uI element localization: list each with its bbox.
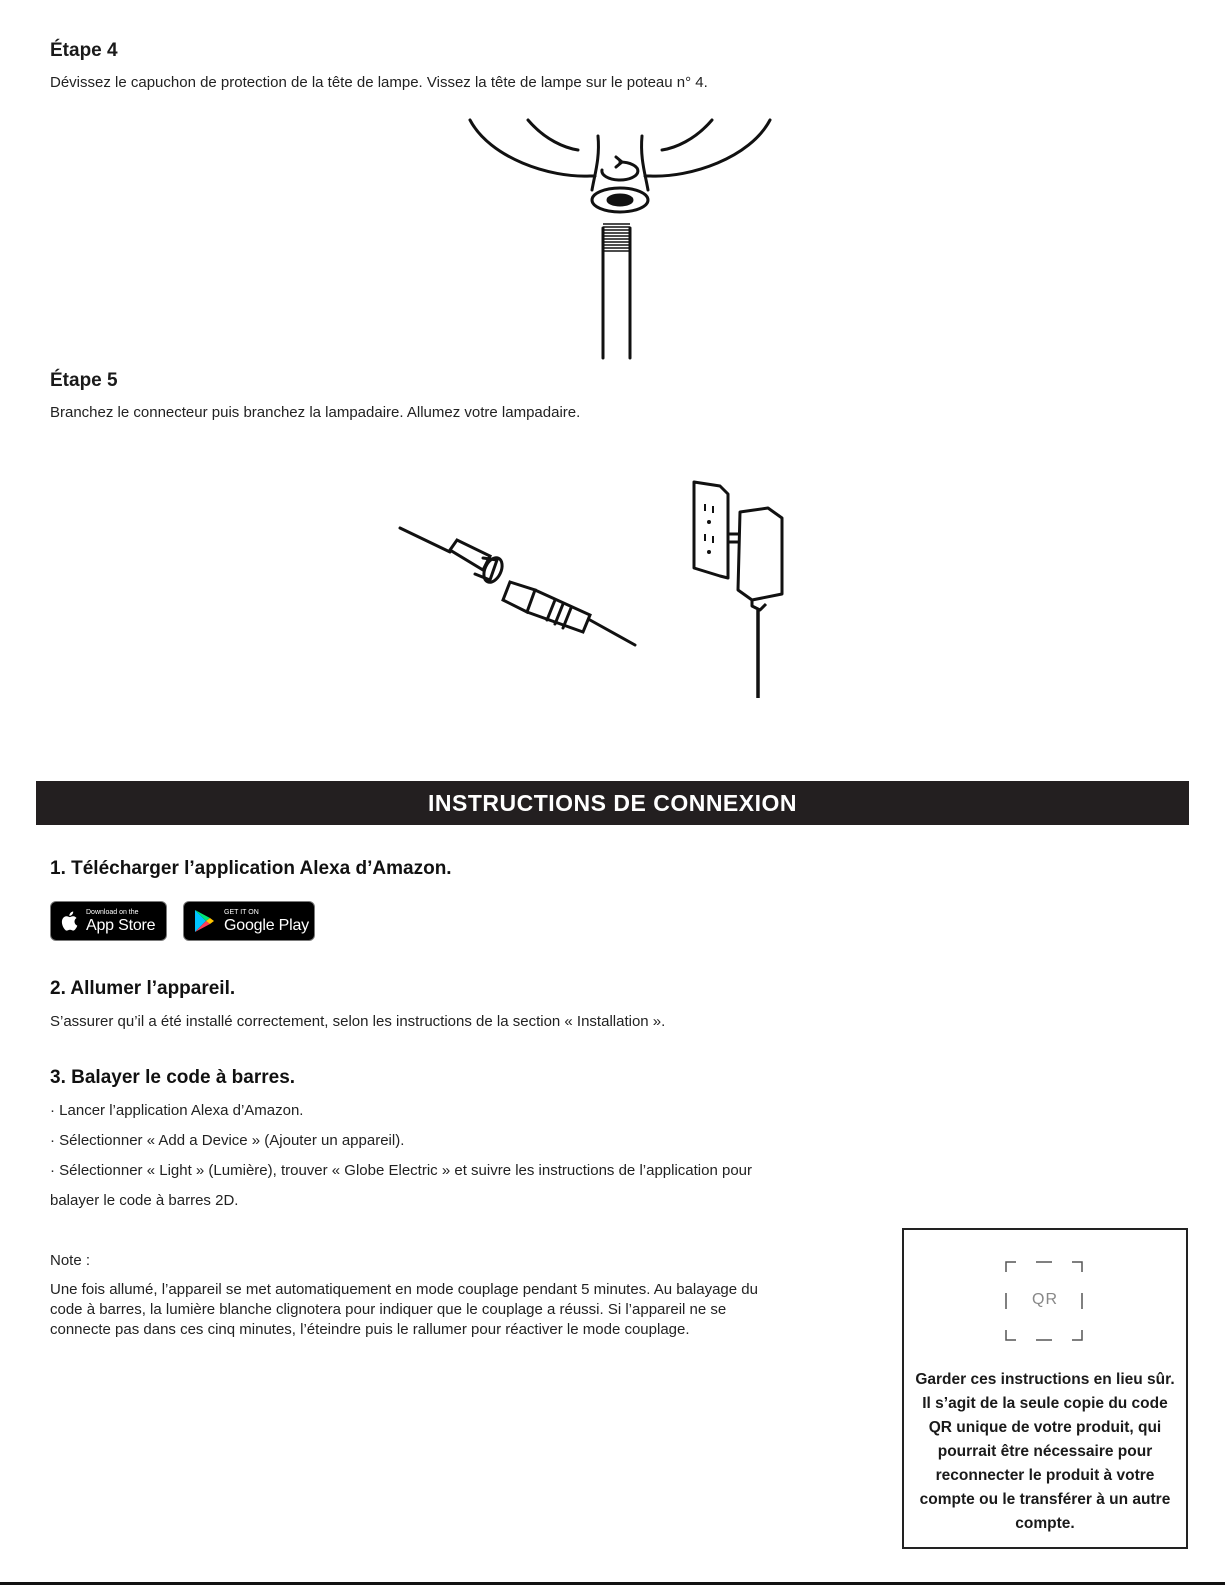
note-line-2: code à barres, la lumière blanche clignotera pour indiquer que le couplage a réussi. Si l’appareil ne se bbox=[50, 1301, 727, 1318]
section3-bullet-1: · Lancer l’application Alexa d’Amazon. bbox=[50, 1102, 304, 1119]
section3-title: 3. Balayer le code à barres. bbox=[50, 1067, 296, 1088]
section2-title: 2. Allumer l’appareil. bbox=[50, 978, 236, 999]
wall-outlet-adapter-illustration bbox=[690, 478, 795, 703]
note-line-3: connecte pas dans ces cinq minutes, l’éteindre puis le rallumer pour réactiver le mode couplage. bbox=[50, 1321, 690, 1338]
step4-title: Étape 4 bbox=[50, 40, 118, 61]
step5-text: Branchez le connecteur puis branchez la lampadaire. Allumez votre lampadaire. bbox=[50, 404, 581, 421]
section3-bullet-3-cont: balayer le code à barres 2D. bbox=[50, 1192, 239, 1209]
lamp-head-illustration bbox=[460, 118, 780, 364]
note-line-1: Une fois allumé, l’appareil se met automatiquement en mode couplage pendant 5 minutes. Au balayage du bbox=[50, 1281, 758, 1298]
dc-connector-illustration bbox=[395, 520, 645, 655]
section3-bullet-2: · Sélectionner « Add a Device » (Ajouter un appareil). bbox=[50, 1132, 405, 1149]
step5-title: Étape 5 bbox=[50, 370, 118, 391]
app-store-small-text: Download on the bbox=[86, 908, 139, 916]
qr-caption: Garder ces instructions en lieu sûr. Il s’agit de la seule copie du code QR unique de votre produit, qui pourrait être nécessaire pour reconnecter le produit à votre compte ou le transférer à un autre compte. bbox=[915, 1371, 1175, 1532]
qr-label: QR bbox=[1032, 1291, 1058, 1308]
google-play-small-text: GET IT ON bbox=[224, 908, 259, 916]
section1-title: 1. Télécharger l’application Alexa d’Amazon. bbox=[50, 858, 452, 879]
step4-text: Dévissez le capuchon de protection de la tête de lampe. Vissez la tête de lampe sur le poteau n° 4. bbox=[50, 74, 708, 91]
app-store-big-text: App Store bbox=[86, 916, 156, 934]
app-store-badge[interactable] bbox=[50, 901, 167, 941]
section3-bullet-3: · Sélectionner « Light » (Lumière), trouver « Globe Electric » et suivre les instructions de l’application pour bbox=[50, 1162, 753, 1179]
google-play-icon bbox=[193, 909, 215, 933]
note-label: Note : bbox=[50, 1252, 91, 1269]
google-play-badge[interactable] bbox=[183, 901, 315, 941]
google-play-big-text: Google Play bbox=[224, 916, 309, 934]
section2-text: S’assurer qu’il a été installé correctement, selon les instructions de la section « Installation ». bbox=[50, 1013, 666, 1030]
connection-instructions-banner: INSTRUCTIONS DE CONNEXION bbox=[36, 781, 1189, 825]
apple-icon bbox=[60, 910, 80, 932]
